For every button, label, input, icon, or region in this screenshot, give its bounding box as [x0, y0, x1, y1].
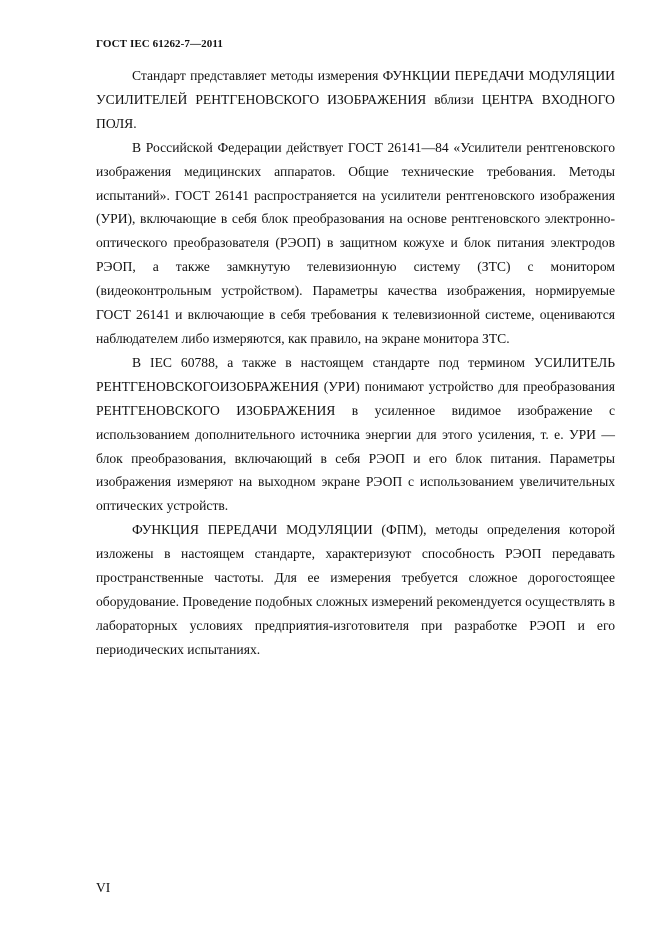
paragraph-scope: Стандарт представляет методы измерения ФУНКЦИИ ПЕРЕДАЧИ МОДУЛЯЦИИ УСИЛИТЕЛЕЙ РЕНТГЕНОВСКОГО ИЗОБРАЖЕНИЯ вблизи ЦЕНТРА ВХОДНОГО ПОЛЯ. [96, 68, 615, 131]
page-header-standard-code: ГОСТ IEC 61262-7—2011 [96, 38, 223, 50]
paragraph-mtf: ФУНКЦИЯ ПЕРЕДАЧИ МОДУЛЯЦИИ (ФПМ), методы определения которой изложены в настоящем стандарте, характеризуют способность РЭОП передавать пространственные частоты. Для ее измерения требуется сложное дорогостоящее оборудование. Проведение подобных сложных измерений рекомендуется осуществлять в лабораторных условиях предприятия-изготовителя при разработке РЭОП и его периодических испытаниях. [96, 522, 615, 657]
paragraph-national-standard: В Российской Федерации действует ГОСТ 26141—84 «Усилители рентгеновского изображения медицинских аппаратов. Общие технические требования. Методы испытаний». ГОСТ 26141 распространяется на усилители рентгеновского изображения (УРИ), включающие в себя блок преобразования на основе рентгеновского электронно-оптического преобразователя (РЭОП) в защитном кожухе и блок питания электродов РЭОП, а также замкнутую телевизионную систему (ЗТС) с монитором (видеоконтрольным устройством). Параметры качества изображения, нормируемые ГОСТ 26141 и включающие в себя требования к телевизионной системе, оцениваются наблюдателем либо измеряются, как правило, на экране монитора ЗТС. [96, 139, 615, 346]
document-body [96, 64, 615, 662]
page-number: VI [96, 880, 111, 895]
paragraph-definition: В IEC 60788, а также в настоящем стандарте под термином УСИЛИТЕЛЬ РЕНТГЕНОВСКОГОИЗОБРАЖЕНИЯ (УРИ) понимают устройство для преобразования РЕНТГЕНОВСКОГО ИЗОБРАЖЕНИЯ в усиленное видимое изображение с использованием дополнительного источника энергии для этого усиления, т. е. УРИ — блок преобразования, включающий в себя РЭОП и его блок питания. Параметры изображения измеряют на выходном экране РЭОП с использованием увеличительных оптических устройств. [96, 354, 615, 514]
